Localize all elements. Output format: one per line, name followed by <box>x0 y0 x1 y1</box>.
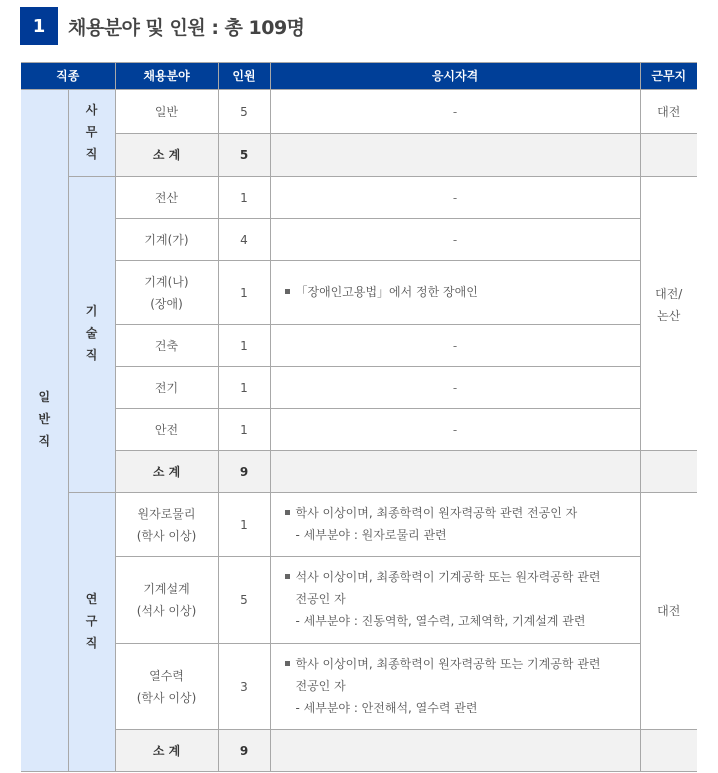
count-cell: 4 <box>218 219 270 261</box>
recruitment-table <box>21 62 697 772</box>
bullet-icon <box>285 510 290 515</box>
group-cell-general <box>21 90 68 772</box>
location-cell <box>640 177 697 451</box>
qualification-cell: - <box>270 325 640 367</box>
header-qualification: 응시자격 <box>270 63 640 90</box>
table-row <box>21 177 697 219</box>
count-cell: 1 <box>218 177 270 219</box>
qualification-cell: - <box>270 177 640 219</box>
qualification-text: 학사 이상이며, 최종학력이 원자력공학 관련 전공인 자 <box>295 506 578 520</box>
qualification-cell <box>270 557 640 644</box>
section-char: 무 <box>85 125 98 139</box>
subtotal-label: 소 계 <box>115 730 218 772</box>
count-cell: 1 <box>218 325 270 367</box>
subtotal-empty <box>640 451 697 493</box>
subtotal-value: 9 <box>218 730 270 772</box>
section-char: 직 <box>85 347 98 362</box>
field-cell: 건축 <box>115 325 218 367</box>
section-cell-technical <box>68 177 115 493</box>
field-cell <box>115 261 218 325</box>
subtotal-row <box>21 134 697 177</box>
section-cell-research <box>68 493 115 772</box>
bullet-icon <box>285 661 290 666</box>
group-char: 직 <box>38 433 51 448</box>
group-char: 반 <box>38 411 51 426</box>
subtotal-empty <box>270 730 640 772</box>
field-name: 기계(나) <box>144 274 189 289</box>
table-header-row <box>21 63 697 90</box>
qualification-detail: - 세부분야 : 안전해석, 열수력 관련 <box>295 701 478 715</box>
header-location: 근무지 <box>640 63 697 90</box>
qualification-cell: - <box>270 409 640 451</box>
field-name: 원자로물리 <box>137 506 196 521</box>
section-title: 채용분야 및 인원 : 총 109명 <box>68 16 305 39</box>
field-cell <box>115 493 218 557</box>
section-heading <box>20 7 305 45</box>
count-cell: 1 <box>218 409 270 451</box>
qualification-text-cont: 전공인 자 <box>295 592 346 606</box>
subtotal-label: 소 계 <box>115 451 218 493</box>
subtotal-label: 소 계 <box>115 134 218 177</box>
field-name: 열수력 <box>149 668 184 683</box>
qualification-cell <box>270 493 640 557</box>
qualification-cell <box>270 644 640 730</box>
qualification-cell <box>270 261 640 325</box>
section-number-badge: 1 <box>20 7 58 45</box>
subtotal-value: 9 <box>218 451 270 493</box>
section-char: 연 <box>85 592 98 606</box>
field-sub: (석사 이상) <box>136 604 197 618</box>
section-char: 구 <box>85 614 98 628</box>
count-cell: 5 <box>218 557 270 644</box>
count-cell: 5 <box>218 90 270 134</box>
location-cell: 대전 <box>640 493 697 730</box>
subtotal-row <box>21 451 697 493</box>
field-cell: 전기 <box>115 367 218 409</box>
qualification-cell: - <box>270 367 640 409</box>
field-sub: (장애) <box>150 296 183 311</box>
count-cell: 1 <box>218 493 270 557</box>
subtotal-row <box>21 730 697 772</box>
field-cell: 일반 <box>115 90 218 134</box>
count-cell: 3 <box>218 644 270 730</box>
count-cell: 1 <box>218 367 270 409</box>
header-field: 채용분야 <box>115 63 218 90</box>
table-row <box>21 409 697 451</box>
field-cell <box>115 644 218 730</box>
qualification-detail: - 세부분야 : 진동역학, 열수력, 고체역학, 기계설계 관련 <box>295 614 586 628</box>
bullet-icon <box>285 289 290 294</box>
section-char: 기 <box>85 303 98 318</box>
table-row <box>21 219 697 261</box>
qualification-cell: - <box>270 219 640 261</box>
field-cell: 안전 <box>115 409 218 451</box>
qualification-text: 석사 이상이며, 최종학력이 기계공학 또는 원자력공학 관련 <box>295 570 601 584</box>
table-row <box>21 90 697 134</box>
field-name: 기계설계 <box>143 582 190 596</box>
field-cell: 전산 <box>115 177 218 219</box>
qualification-text-cont: 전공인 자 <box>295 679 346 693</box>
bullet-icon <box>285 574 290 579</box>
location-line: 대전/ <box>655 286 683 301</box>
field-cell: 기계(가) <box>115 219 218 261</box>
field-sub: (학사 이상) <box>136 690 197 705</box>
section-char: 사 <box>85 103 98 117</box>
subtotal-empty <box>640 134 697 177</box>
location-line: 논산 <box>657 308 681 323</box>
subtotal-empty <box>640 730 697 772</box>
section-cell-office <box>68 90 115 177</box>
table-row <box>21 261 697 325</box>
field-sub: (학사 이상) <box>136 528 197 543</box>
count-cell: 1 <box>218 261 270 325</box>
header-count: 인원 <box>218 63 270 90</box>
group-char: 일 <box>38 389 51 404</box>
table-row <box>21 325 697 367</box>
qualification-text: 「장애인고용법」에서 정한 장애인 <box>295 285 478 299</box>
table-row <box>21 493 697 557</box>
section-char: 직 <box>85 147 98 161</box>
table-row <box>21 367 697 409</box>
section-char: 술 <box>85 325 98 340</box>
subtotal-empty <box>270 451 640 493</box>
qualification-text: 학사 이상이며, 최종학력이 원자력공학 또는 기계공학 관련 <box>295 657 601 671</box>
header-job-type: 직종 <box>21 63 115 90</box>
section-char: 직 <box>85 636 98 650</box>
subtotal-value: 5 <box>218 134 270 177</box>
subtotal-empty <box>270 134 640 177</box>
table-row <box>21 557 697 644</box>
qualification-detail: - 세부분야 : 원자로물리 관련 <box>295 528 447 542</box>
qualification-cell: - <box>270 90 640 134</box>
location-cell: 대전 <box>640 90 697 134</box>
table-row <box>21 644 697 730</box>
field-cell <box>115 557 218 644</box>
